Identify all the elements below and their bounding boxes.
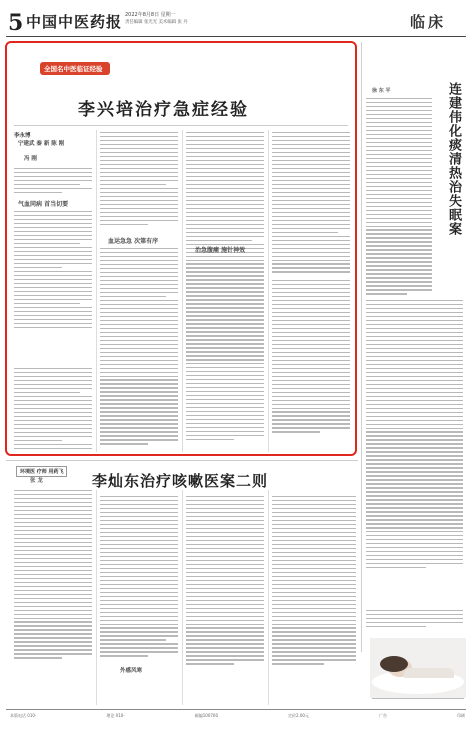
col2-text-2 [100, 248, 178, 447]
footer-item-4: 定价2.00元 [288, 713, 309, 718]
right-col-text-2 [366, 300, 463, 571]
bottom-title: 李灿东治疗咳嗽医案二则 [92, 472, 269, 490]
bottom-col-rule-3 [268, 490, 269, 705]
footer-rule [6, 709, 466, 710]
issue-date: 2022年8月8日 星期一 [125, 12, 176, 18]
footer-item-1: 本版电话 010- [10, 713, 37, 718]
right-col-text-1 [366, 98, 432, 297]
right-article-author: 徐 东 平 [372, 88, 391, 94]
subheading-2: 气血同病 首当切要 [18, 201, 69, 208]
bottom-col3-text [186, 496, 264, 667]
footer-item-2: 理论 010- [106, 713, 125, 718]
masthead [0, 0, 473, 40]
col-rule-3 [268, 130, 269, 452]
left-col-text-1 [14, 168, 92, 196]
col-rule-2 [182, 130, 183, 452]
footer-item-3: 邮编100700 [194, 713, 219, 718]
main-title: 李兴培治疗急症经验 [78, 100, 249, 120]
page-number: 5 [8, 10, 24, 36]
bottom-col1-text [14, 490, 92, 661]
left-col-text-2 [14, 211, 92, 331]
subheading-3: 血运急急 次第有序 [108, 238, 159, 245]
col3-text-1 [186, 132, 264, 443]
footer-item-6: 印刷 [456, 713, 465, 718]
bottom-subheading: 外感风寒 [120, 668, 143, 674]
bottom-col4-text [272, 496, 356, 667]
subheading-1: 宁建武 秦 新 陈 刚 [18, 141, 65, 147]
footer [10, 713, 465, 723]
bottom-column-badge: 环境医 疗师 用药飞 [16, 466, 67, 477]
paper-name: 中国中医药报 [26, 13, 123, 31]
column-badge [30, 56, 122, 82]
right-article-title: 连建伟化痰清热治失眠案 [446, 82, 461, 236]
col4-text-2 [272, 280, 350, 435]
right-bottom-text [366, 610, 463, 630]
sleeping-illustration [370, 638, 466, 698]
masthead-rule [6, 36, 466, 37]
right-divider [361, 42, 362, 652]
left-col-text-3 [14, 368, 92, 452]
sleeping-woman-image [370, 638, 466, 698]
bottom-section-rule [6, 460, 358, 461]
col4-text-1 [272, 132, 350, 275]
badge-label: 全国名中医临证经验 [44, 65, 103, 73]
subheading-4: 治急腹痛 施针神效 [195, 247, 246, 254]
author-name-2: 冯 刚 [24, 156, 37, 162]
title-rule [14, 125, 348, 126]
footer-item-5: 广告 [378, 713, 387, 718]
author-name: 李永博 [14, 133, 31, 139]
col2-text-1 [100, 132, 178, 228]
section-name: 临床 [410, 13, 447, 31]
illustration-caption [372, 698, 464, 699]
bottom-col-rule-1 [96, 490, 97, 705]
col-rule-1 [96, 130, 97, 452]
bottom-col2-text [100, 496, 178, 659]
editor-line: 责任编辑 张光光 美术编辑 张 丹 [125, 20, 188, 25]
bottom-col-rule-2 [182, 490, 183, 705]
bottom-author: 张 龙 [30, 478, 43, 484]
